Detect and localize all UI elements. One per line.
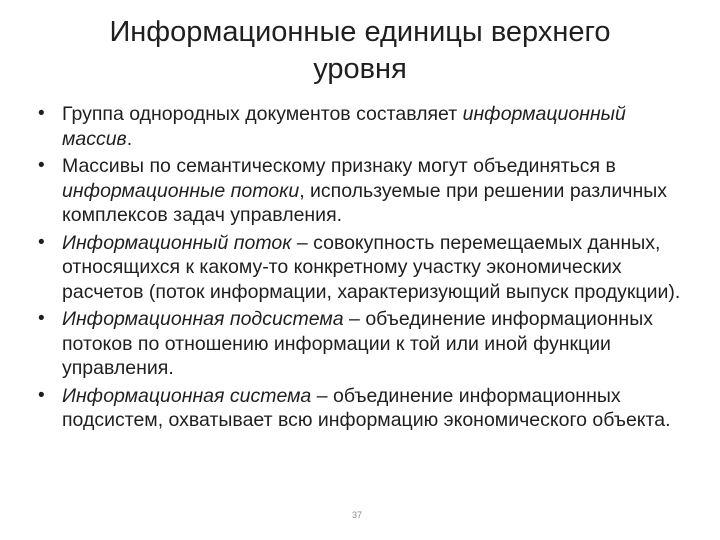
bullet-item-1 [38, 102, 698, 151]
bullet-text-pre: Массивы по семантическому признаку могут объединяться в [62, 155, 616, 177]
bullet-list [38, 102, 698, 436]
bullet-dot-icon: • [38, 155, 45, 176]
bullet-item-3 [38, 231, 698, 305]
bullet-text-pre: Группа однородных документов составляет [62, 103, 463, 125]
bullet-term: информационные потоки [62, 179, 300, 202]
bullet-text-post: , используемые при решении различных комплексов задач управления. [62, 179, 667, 226]
slide-title [40, 14, 680, 88]
bullet-dot-icon: • [38, 308, 45, 329]
bullet-dot-icon: • [38, 103, 45, 124]
bullet-text-post: – объединение информационных потоков по отношению информации к той или иной функции управления. [62, 308, 653, 379]
bullet-item-4 [38, 307, 698, 381]
bullet-item-2 [38, 154, 698, 228]
page-number: 37 [352, 510, 363, 520]
slide-title-line-1: Информационные единицы верхнего [109, 16, 611, 48]
bullet-term: Информационная подсистема [62, 308, 344, 330]
slide-title-line-2: уровня [313, 53, 407, 85]
bullet-dot-icon: • [38, 384, 45, 406]
bullet-term: информационный массив [62, 103, 626, 150]
bullet-text-post: – объединение информационных подсистем, охватывает всю информацию экономического объекта. [62, 384, 671, 431]
bullet-item-5 [38, 384, 698, 433]
bullet-dot-icon: • [38, 231, 45, 253]
bullet-term: Информационная система [62, 384, 312, 407]
bullet-text-post: . [126, 127, 133, 150]
bullet-text-post: – совокупность перемещаемых данных, относящихся к какому-то конкретному участку экономических расчетов (поток информации, характеризующий выпуск продукции). [62, 231, 681, 303]
bullet-term: Информационный поток [62, 231, 292, 254]
